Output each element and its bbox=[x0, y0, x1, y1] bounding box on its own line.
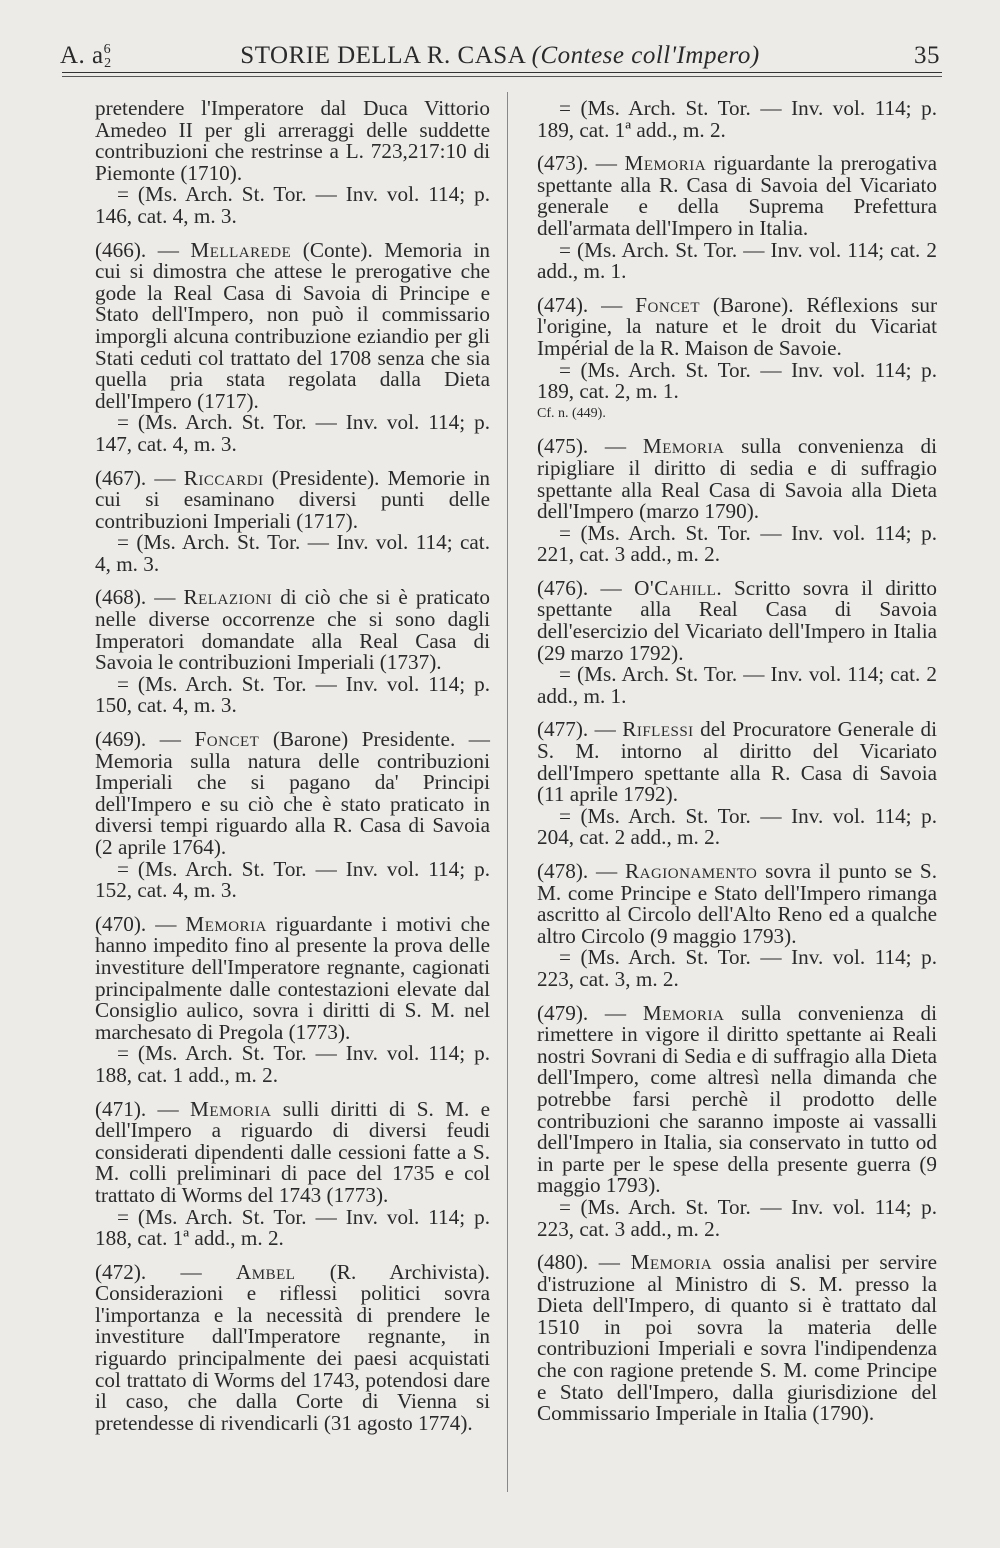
running-header bbox=[60, 30, 940, 70]
signature-mark: A. $a^62$ bbox=[60, 42, 112, 71]
entry-continuation bbox=[95, 98, 490, 228]
entry-body: (479). — Memoria sulla convenienza di rimettere in vigore il diritto spettante ai Reali nostri Sovrani di Sedia e di suffragio alla Dieta dell'Impero, come altresì nella dimanda che potrebbe farsi perchè il prodotto delle contribuzioni che saranno imposte ai vassalli dell'Impero in Italia, sia conservato in tutto od in parte per le spese della presente guerra (9 maggio 1793). bbox=[537, 1000, 937, 1198]
entry-body: (477). — Riflessi del Procuratore Generale di S. M. intorno al diritto del Vicariato dell'Impero spettante alla R. Casa di Savoia (11 aprile 1792). bbox=[537, 717, 937, 807]
entry-469 bbox=[95, 729, 490, 902]
page-title: STORIE DELLA R. CASA (Contese coll'Impero) bbox=[240, 42, 760, 69]
entry-reference: = (Ms. Arch. St. Tor. — Inv. vol. 114; p. 146, cat. 4, m. 3. bbox=[95, 182, 490, 228]
entry-reference: = (Ms. Arch. St. Tor. — Inv. vol. 114; p. 189, cat. 1ª add., m. 2. bbox=[537, 96, 937, 142]
right-column bbox=[537, 98, 937, 1437]
cross-reference: Cf. n. (449). bbox=[537, 405, 606, 421]
page-number: 35 bbox=[914, 42, 940, 69]
entry-477 bbox=[537, 719, 937, 849]
entry-reference: = (Ms. Arch. St. Tor. — Inv. vol. 114; p. 189, cat. 2, m. 1. bbox=[537, 357, 937, 404]
entry-body: (472). — Ambel (R. Archivista). Considerazioni e riflessi politici sovra l'importanza e la necessità di prendere le investiture dall'Imperatore regnante, in riguardo principalmente dei paesi acquistati col trattato di Worms del 1743, potendosi dare il caso, che dalla Corte di Vienna si pretendesse di rivendicarli (31 agosto 1774). bbox=[95, 1259, 490, 1435]
entry-472 bbox=[95, 1259, 490, 1435]
entry-body: (475). — Memoria sulla convenienza di ripigliare il diritto di sedia e di suffragio spettante alla Real Casa di Savoia alla Dieta dell'Impero (marzo 1790). bbox=[537, 434, 937, 524]
entry-reference: = (Ms. Arch. St. Tor. — Inv. vol. 114; p. 188, cat. 1ª add., m. 2. bbox=[95, 1204, 490, 1251]
entry-body: (468). — Relazioni di ciò che si è praticato nelle diverse occorrenze che si sono dagli Imperatori domandate alla Real Casa di Savoia le contribuzioni Imperiali (1737). bbox=[95, 585, 490, 675]
entry-468 bbox=[95, 587, 490, 717]
entry-473 bbox=[537, 153, 937, 283]
entry-body: (470). — Memoria riguardante i motivi che hanno impedito fino al presente la prova delle investiture dell'Imperatore regnante, cagionati principalmente dalle contestazioni elevate dal Consiglio aulico, sovra i diritti di S. M. nel marchesato di Pregola (1773). bbox=[95, 911, 490, 1044]
entry-478 bbox=[537, 861, 937, 991]
header-rule-thin bbox=[62, 76, 942, 77]
entry-body: (480). — Memoria ossia analisi per servire d'istruzione al Ministro di S. M. presso la Dieta dell'Impero, di quanto si è trattato dal 1510 in poi sovra la materia delle contribuzioni Imperiali e sovra l'indipendenza che con ragione pretende S. M. come Principe e Stato dell'Impero, dalla giurisdizione del Commissario Imperiale in Italia (1790). bbox=[537, 1250, 937, 1426]
entry-466 bbox=[95, 237, 490, 456]
entry-476 bbox=[537, 575, 937, 708]
entry-reference: = (Ms. Arch. St. Tor. — Inv. vol. 114; cat. 2 add., m. 1. bbox=[537, 662, 937, 708]
entry-479 bbox=[537, 1000, 937, 1241]
entry-474 bbox=[537, 292, 937, 425]
left-column bbox=[95, 98, 490, 1446]
entry-body: (467). — Riccardi (Presidente). Memorie in cui si esaminano diversi punti delle contribuzioni Imperiali (1717). bbox=[95, 465, 490, 533]
entry-480 bbox=[537, 1252, 937, 1425]
entry-body: (473). — Memoria riguardante la prerogativa spettante alla R. Casa di Savoia del Vicariato generale e della Suprema Prefettura dell'armata dell'Impero in Italia. bbox=[537, 151, 937, 240]
entry-reference: = (Ms. Arch. St. Tor. — Inv. vol. 114; cat. 4, m. 3. bbox=[95, 530, 490, 576]
entry-body: (466). — Mellarede (Conte). Memoria in cui si dimostra che attese le prerogative che gode la Real Casa di Savoia di Principe e Stato dell'Impero, non può il commissario imporgli alcuna contribuzione eziandio per gli Stati ceduti col trattato del 1708 senza che sia quella pria stata regolata dalla Dieta dell'Impero (1717). bbox=[95, 237, 490, 413]
entry-reference: = (Ms. Arch. St. Tor. — Inv. vol. 114; p. 221, cat. 3 add., m. 2. bbox=[537, 520, 937, 567]
entry-467 bbox=[95, 465, 490, 576]
column-divider bbox=[507, 92, 508, 1492]
entry-reference: = (Ms. Arch. St. Tor. — Inv. vol. 114; p. 147, cat. 4, m. 3. bbox=[95, 410, 490, 456]
entry-body: pretendere l'Imperatore dal Duca Vittorio Amedeo II per gli arreraggi delle suddette contribuzioni che restrinse a L. 723,217:10 di Piemonte (1710). bbox=[95, 96, 490, 185]
entry-body: (469). — Foncet (Barone) Presidente. — Memoria sulla natura delle contribuzioni Imperiali che si pagano da' Principi dell'Impero e su ciò che è stato praticato in diversi tempi riguardo alla R. Casa di Savoia (2 aprile 1764). bbox=[95, 727, 490, 859]
entry-body: (474). — Foncet (Barone). Réflexions sur l'origine, la nature et le droit du Vicariat Impérial de la R. Maison de Savoie. bbox=[537, 292, 937, 360]
entry-reference: = (Ms. Arch. St. Tor. — Inv. vol. 114; p. 150, cat. 4, m. 3. bbox=[95, 671, 490, 718]
entry-reference: = (Ms. Arch. St. Tor. — Inv. vol. 114; p. 188, cat. 1 add., m. 2. bbox=[95, 1041, 490, 1087]
entry-reference: = (Ms. Arch. St. Tor. — Inv. vol. 114; cat. 2 add., m. 1. bbox=[537, 237, 937, 284]
entry-reference: = (Ms. Arch. St. Tor. — Inv. vol. 114; p. 223, cat. 3, m. 2. bbox=[537, 945, 937, 991]
entry-470 bbox=[95, 911, 490, 1087]
entry-reference: = (Ms. Arch. St. Tor. — Inv. vol. 114; p. 223, cat. 3 add., m. 2. bbox=[537, 1194, 937, 1241]
entry-body: (476). — O'Cahill. Scritto sovra il diritto spettante alla Real Casa di Savoia dell'esercizio del Vicariato dell'Impero in Italia (29 marzo 1792). bbox=[537, 575, 937, 665]
entry-body: (471). — Memoria sulli diritti di S. M. e dell'Impero a riguardo di diversi feudi considerati dipendenti dalle cessioni fatte a S. M. colli preliminari di pace del 1735 e col trattato di Worms del 1743 (1773). bbox=[95, 1096, 490, 1207]
header-rule bbox=[62, 72, 942, 73]
entry-continuation bbox=[537, 98, 937, 141]
entry-body: (478). — Ragionamento sovra il punto se S. M. come Principe e Stato dell'Impero rimanga ascritto al Circolo dell'Alto Reno ed a qualche altro Circolo (9 maggio 1793). bbox=[537, 859, 937, 948]
entry-reference: = (Ms. Arch. St. Tor. — Inv. vol. 114; p. 152, cat. 4, m. 3. bbox=[95, 856, 490, 903]
entry-reference: = (Ms. Arch. St. Tor. — Inv. vol. 114; p. 204, cat. 2 add., m. 2. bbox=[537, 803, 937, 850]
entry-475 bbox=[537, 436, 937, 566]
entry-471 bbox=[95, 1096, 490, 1251]
